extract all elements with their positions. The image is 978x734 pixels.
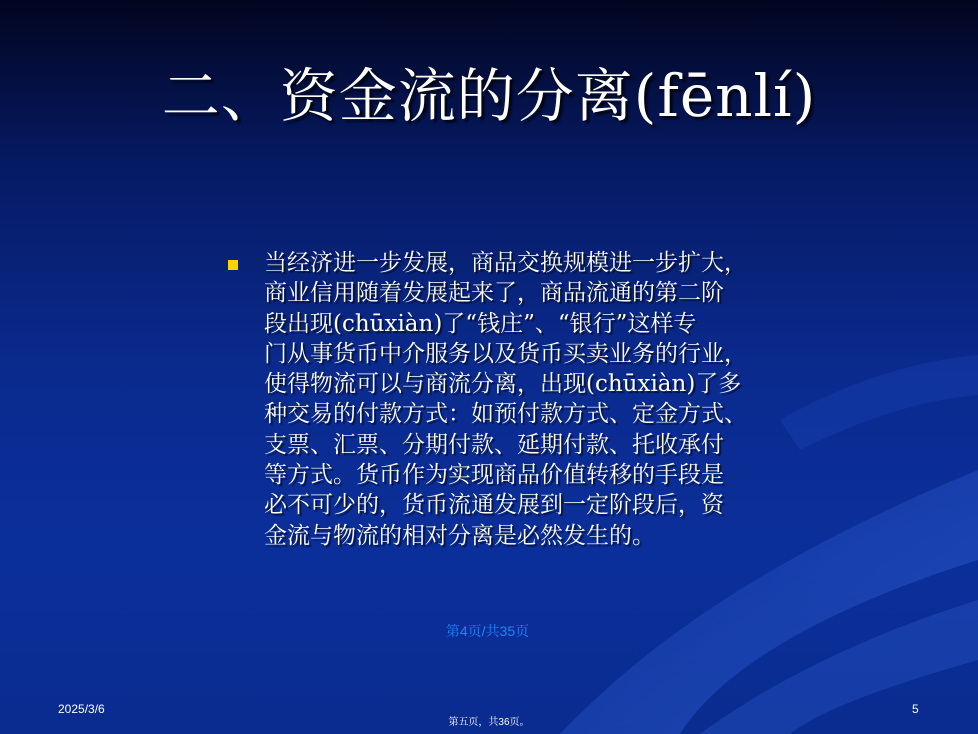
footer-page-count: 第五页，共36页。 — [448, 717, 530, 728]
body-line: 支票、汇票、分期付款、延期付款、托收承付 — [264, 431, 724, 458]
slide-date: 2025/3/6 — [58, 702, 105, 716]
body-paragraph — [264, 248, 768, 551]
slide-number: 5 — [912, 702, 919, 716]
body-line: 金流与物流的相对分离是必然发生的。 — [264, 522, 655, 549]
body-line: 种交易的付款方式：如预付款方式、定金方式、 — [264, 401, 747, 428]
body-line: 门从事货币中介服务以及货币买卖业务的行业， — [264, 340, 747, 367]
bullet-block — [228, 248, 768, 551]
square-bullet-icon — [228, 260, 238, 270]
body-line: 段出现(chūxiàn)了“钱庄”、“银行”这样专 — [264, 310, 697, 337]
body-line: 必不可少的，货币流通发展到一定阶段后，资 — [264, 492, 724, 519]
body-line: 等方式。货币作为实现商品价值转移的手段是 — [264, 462, 724, 489]
body-line: 使得物流可以与商流分离，出现(chūxiàn)了多 — [264, 371, 742, 398]
body-line: 商业信用随着发展起来了，商品流通的第二阶 — [264, 280, 724, 307]
slide-title: 二、资金流的分离(fēnlí) — [161, 62, 817, 130]
body-line: 当经济进一步发展，商品交换规模进一步扩大， — [264, 250, 747, 276]
page-reference: 第4页/共35页 — [445, 623, 530, 639]
